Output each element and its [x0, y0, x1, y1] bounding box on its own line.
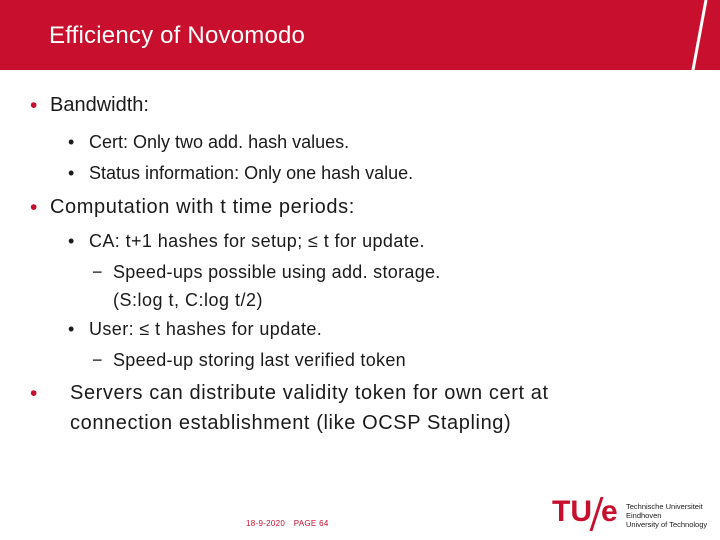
dash-marker: −: [92, 262, 103, 282]
sub-bullet-marker: •: [68, 163, 75, 183]
sub-bullet-text: Cert: Only two add. hash values.: [89, 132, 350, 152]
sub-bullet-marker: •: [68, 132, 75, 152]
tue-logo: [552, 495, 718, 535]
bullet-text: Computation with t time periods:: [50, 196, 355, 218]
bullet-text: Bandwidth:: [50, 94, 149, 116]
bullet-marker: •: [30, 94, 38, 117]
sub-bullet-text: User: ≤ t hashes for update.: [89, 319, 323, 339]
bullet-item: [30, 382, 37, 406]
slide-title: Efficiency of Novomodo: [49, 22, 306, 49]
sub-bullet-marker: •: [68, 319, 75, 339]
bullet-item: [30, 196, 37, 220]
sub-bullet-text: Status information: Only one hash value.: [89, 163, 414, 183]
slide-footer: [246, 519, 335, 528]
logo-mark-tu: TU: [552, 495, 592, 528]
footer-date: 18-9-2020: [246, 519, 286, 528]
continuation-text: connection establishment (like OCSP Stapling): [70, 412, 512, 434]
logo-line-2: Eindhoven: [626, 511, 662, 520]
sub-sub-bullet-text: Speed-ups possible using add. storage.: [113, 262, 441, 282]
dash-marker: −: [92, 350, 103, 370]
logo-line-1: Technische Universiteit: [626, 502, 703, 511]
footer-page-number: PAGE 64: [293, 519, 329, 528]
sub-bullet-text: CA: t+1 hashes for setup; ≤ t for update.: [89, 231, 425, 251]
logo-line-3: University of Technology: [626, 520, 708, 529]
bullet-text: Servers can distribute validity token for own cert at: [70, 382, 549, 404]
continuation-text: (S:log t, C:log t/2): [113, 290, 264, 310]
bullet-marker: •: [30, 382, 38, 405]
bullet-item: [30, 94, 37, 118]
logo-wordmark: [626, 502, 707, 529]
sub-bullet-marker: •: [68, 231, 75, 251]
bullet-marker: •: [30, 196, 38, 219]
logo-mark-e: e: [601, 495, 618, 528]
sub-sub-bullet-text: Speed-up storing last verified token: [113, 350, 406, 370]
